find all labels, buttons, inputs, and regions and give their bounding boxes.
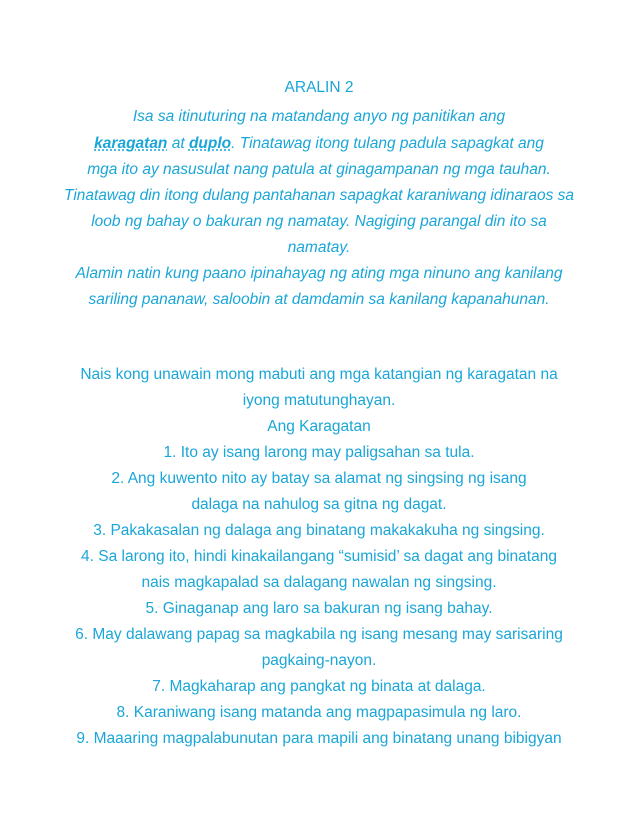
- list-item-3: 3. Pakakasalan ng dalaga ang binatang makakakuha ng singsing.: [93, 522, 545, 539]
- list-item-8: 8. Karaniwang isang matanda ang magpapasimula ng laro.: [116, 704, 522, 721]
- list-item-6b: pagkaing-nayon.: [261, 652, 377, 669]
- term-karagatan: karagatan: [94, 135, 168, 152]
- list-item-9: 9. Maaaring magpalabunutan para mapili ang binatang unang bibigyan: [76, 730, 562, 747]
- intro-line-1: Isa sa itinuturing na matandang anyo ng panitikan ang: [132, 108, 506, 125]
- body-line-2: iyong matutunghayan.: [242, 392, 396, 409]
- intro-line-2: [0, 134, 638, 154]
- intro-line-4: Tinatawag din itong dulang pantahanan sapagkat karaniwang idinaraos sa: [63, 187, 574, 204]
- list-item-5: 5. Ginaganap ang laro sa bakuran ng isang bahay.: [145, 600, 493, 617]
- intro-line-7: Alamin natin kung paano ipinahayag ng ating mga ninuno ang kanilang: [75, 265, 563, 282]
- body-line-1: Nais kong unawain mong mabuti ang mga katangian ng karagatan na: [80, 366, 558, 383]
- list-item-1: 1. Ito ay isang larong may paligsahan sa tula.: [163, 444, 475, 461]
- intro-line-6: namatay.: [287, 239, 351, 256]
- list-item-6a: 6. May dalawang papag sa magkabila ng isang mesang may sarisaring: [75, 626, 563, 643]
- list-item-4a: 4. Sa larong ito, hindi kinakailangang “sumisid’ sa dagat ang binatang: [81, 548, 557, 565]
- intro-line-2-conj: at: [167, 135, 189, 152]
- list-item-4b: nais magkapalad sa dalagang nawalan ng singsing.: [141, 574, 497, 591]
- list-item-7: 7. Magkaharap ang pangkat ng binata at dalaga.: [152, 678, 486, 695]
- term-duplo: duplo: [188, 135, 232, 152]
- lesson-title: ARALIN 2: [284, 79, 354, 96]
- intro-line-8: sariling pananaw, saloobin at damdamin sa kanilang kapanahunan.: [88, 291, 550, 308]
- intro-line-2-rest: . Tinatawag itong tulang padula sapagkat ang: [231, 135, 544, 152]
- list-item-2b: dalaga na nahulog sa gitna ng dagat.: [191, 496, 447, 513]
- intro-line-5: loob ng bahay o bakuran ng namatay. Nagiging parangal din ito sa: [91, 213, 547, 230]
- intro-line-3: mga ito ay nasusulat nang patula at ginagampanan ng mga tauhan.: [87, 161, 551, 178]
- list-item-2a: 2. Ang kuwento nito ay batay sa alamat ng singsing ng isang: [111, 470, 527, 487]
- section-heading: Ang Karagatan: [267, 418, 371, 435]
